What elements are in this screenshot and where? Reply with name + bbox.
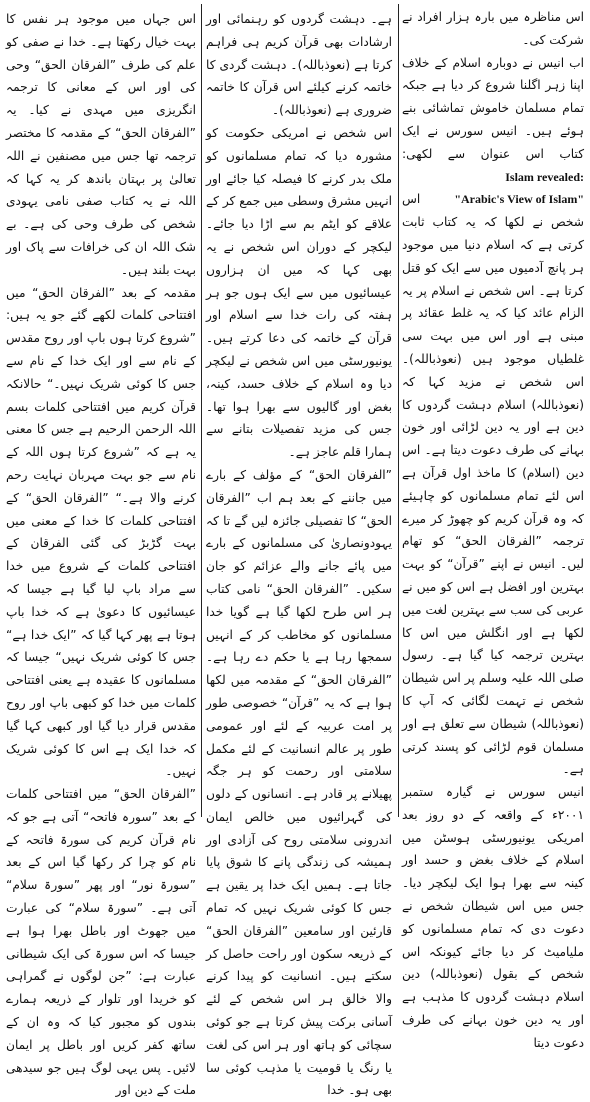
paragraph-text: اس شخص نے لکھا کہ یہ کتاب ثابت کرتی ہے کہ اسلام دنیا میں موجود ہر پانچ آدمیوں میں سے ایک کو قتل کرتا ہے۔ اس شخص نے اسلام پر یہ الزام عائد کیا کہ یہ غلط عقائد پر مبنی ہے اور اس میں بہت سی غلطیاں موجود ہیں (نعوذباللہ)۔ اس شخص نے مزید کہا کہ (نعوذباللہ) اسلام دہشت گردوں کا دین ہے اور یہ دین لڑائی اور خون بہانے کی طرف دعوت دیتا ہے۔ اس دین (اسلام) کا ماخذ اول قرآن ہے اس لئے تمام مسلمانوں کو چاہیئے کہ وہ قرآن کریم کو چھوڑ کر میرے ترجمہ ”الفرقان الحق“ کو تھام لیں۔ انیس نے اپنے ”قرآن“ کو بہت بہترین اور افضل ہے اس کو میں نے عربی کی سب سے بہترین لغت میں لکھا ہے اور انگلش میں اس کا بہترین ترجمہ کیا گیا ہے۔ رسول صلی اللہ علیہ وسلم پر اس شیطان شخص نے تہمت لگائی کہ آپ کا (نعوذباللہ) شیطان سے تعلق ہے اور مسلمان قوم لڑائی کو پسند کرتی ہے۔ bbox=[402, 192, 584, 777]
paragraph: ہے۔ دہشت گردوں کو رہنمائی اور ارشادات بھی قرآن کریم ہی فراہم کرتا ہے (نعوذباللہ)۔ دہشت گردی کا خاتمہ کرنے کیلئے اس قرآن کا خاتمہ ضروری ہے (نعوذباللہ)۔ bbox=[206, 12, 392, 118]
paragraph: ”الفرقان الحق“ میں افتتاحی کلمات کے بعد ”سورہ فاتحہ“ آتی ہے جو کہ نام قرآن کریم کی سورۃ فاتحہ کے نام کو چرا کر رکھا گیا اس کے بعد ”سورۃ نور“ اور پھر ”سورۃ سلام“ آتی ہے۔ ”سورۃ سلام“ کی عبارت میں جھوٹ اور باطل بھرا ہوا ہے جیسا کہ اس سورۃ کی ایک شیطانی عبارت ہے: ”جن لوگوں نے گمراہی کو خریدا اور تلوار کے ذریعہ ہمارے بندوں کو مجبور کیا کہ وہ ان کے ساتھ کفر کریں اور باطل پر ایمان لائیں۔ پس یہی لوگ ہیں جو سیدھی ملت کے دین اور bbox=[6, 787, 196, 1098]
paragraph: اس شخص نے امریکی حکومت کو مشورہ دیا کہ تمام مسلمانوں کو ملک بدر کرنے کا فیصلہ کیا جائے اور انہیں مشرق وسطی میں جمع کر کے علاقے کو ایٹم بم سے اڑا دیا جائے۔ لیکچر کے دوران اس شخص نے یہ بھی کہا کہ میں ان ہزاروں عیسائیوں میں سے ایک ہوں جو ہر ہفتہ کی رات خدا سے اسلام اور قرآن کے خاتمہ کی دعا کرتے ہیں۔ یونیورسٹی میں اس شخص نے لیکچر دیا وہ اسلام کے خلاف حسد، کینہ، بغض اور گالیوں سے بھرا ہوا تھا۔ جس کی مزید تفصیلات بتانے سے ہمارا قلم عاجز ہے۔ bbox=[206, 125, 392, 460]
column-middle bbox=[206, 0, 392, 1098]
column-divider bbox=[201, 4, 202, 817]
english-book-title: Islam revealed: bbox=[505, 169, 584, 184]
paragraph bbox=[402, 52, 584, 782]
paragraph: اس مناظرہ میں بارہ ہزار افراد نے شرکت کی۔ bbox=[402, 10, 584, 47]
paragraph: ”الفرقان الحق“ کے مؤلف کے بارے میں جاننے کے بعد ہم اب ”الفرقان الحق“ کا تفصیلی جائزہ لیں گے تا کہ یہودونصاریٰ کی مسلمانوں کے بارے میں پائے جانے والے عزائم کو جان سکیں۔ ”الفرقان الحق“ نامی کتاب ہر اس طرح لکھا گیا ہے گویا خدا مسلمانوں کو مخاطب کر کے انہیں سمجھا رہا ہے یا حکم دے رہا ہے۔ ”الفرقان الحق“ کے مقدمہ میں لکھا ہوا ہے کہ یہ ”قرآن“ خصوصی طور پر امت عربیہ کے لئے اور عمومی طور پر عالم انسانیت کے لئے مکمل سلامتی اور رحمت کو ہر جگہ پھیلانے پر قادر ہے۔ انسانوں کے دلوں کی گہرائیوں میں خالص ایمان اندرونی سلامتی روح کی آزادی اور ہمیشہ کی زندگی پانے کا شوق پایا جاتا ہے۔ ہمیں ایک خدا پر یقین ہے جس کا کوئی شریک نہیں کہ تمام قارئین اور سامعین ”الفرقان الحق“ کے ذریعہ سکون اور راحت حاصل کر سکتے ہیں۔ انسانیت کو پیدا کرنے والا خالق ہر اس شخص کے لئے آسانی برکت پیش کرتا ہے جو کوئی سچائی کو ہاتھ اور ہر اس کی لغت یا رنگ یا قومیت یا مذہب کوئی سا بھی ہو۔ خدا bbox=[206, 467, 392, 1098]
paragraph: اس جہاں میں موجود ہر نفس کا بہت خیال رکھتا ہے۔ خدا نے صفی کو علم کی طرف ”الفرقان الحق“ وحی کی اور اس کے معانی کا ترجمہ انگریزی میں مہدی نے کیا۔ یہ ”الفرقان الحق“ کے مقدمہ کا مختصر ترجمہ تھا جس میں مصنفین نے اللہ تعالیٰ پر بہتان باندھ کر یہ کہا کہ اللہ نے یہ کتاب صفی نامی یہودی شخص کی طرف وحی کی ہے۔ بے شک اللہ ان کی خرافات سے پاک اور بہت بلند ہیں۔ bbox=[6, 12, 196, 277]
english-book-subtitle: "Arabic's View of Islam" bbox=[454, 192, 584, 207]
column-left bbox=[6, 0, 196, 1098]
column-divider bbox=[398, 4, 399, 817]
paragraph: مقدمہ کے بعد ”الفرقان الحق“ میں افتتاحی کلمات لکھے گئے جو یہ ہیں: ”شروع کرتا ہوں باپ اور روح مقدس کے نام سے اور ایک خدا کے نام سے جس کا کوئی شریک نہیں۔“ حالانکہ قرآن کریم میں افتتاحی کلمات بسم اللہ الرحمن الرحیم ہے جس کا معنی یہ ہے کہ ”شروع کرتا ہوں اللہ کے نام سے جو بہت مہربان نہایت رحم کرنے والا ہے۔“ ”الفرقان الحق“ کے افتتاحی کلمات کا خدا کے معنی میں بہت گڑبڑ کی گئی الفرقان کے افتتاحی کلمات کے شروع میں خدا سے مراد باپ لیا گیا ہے جیسا کہ عیسائیوں کا دعویٰ ہے کہ خدا باپ ہوتا ہے پھر کہا گیا کہ ”ایک خدا ہے“ جس کا کوئی شریک نہیں“ جیسا کہ مسلمانوں کا عقیدہ ہے یعنی افتتاحی کلمات میں خدا کو کبھی باپ اور روح مقدس قرار دیا گیا اور کبھی کہا گیا کہ خدا ایک ہے اس کا کوئی شریک نہیں۔ bbox=[6, 285, 196, 779]
column-right bbox=[402, 0, 584, 1050]
paragraph: انیس سورس نے گیارہ ستمبر ۲۰۰۱ء کے واقعہ کے دو روز بعد امریکی یونیورسٹی ہوسٹن میں اسلام کے خلاف بغض و حسد اور کینہ سے بھرا ہوا ایک لیکچر دیا۔ جس میں اس شیطان شخص نے دعوت دی کہ تمام مسلمانوں کو ملیامیٹ کر دیا جائے کیونکہ اس شخص کے بقول (نعوذباللہ) دین اسلام دہشت گردوں کا مذہب ہے اور یہ دین خون بہانے کی طرف دعوت دیتا bbox=[402, 785, 584, 1050]
paragraph-text: اب انیس نے دوبارہ اسلام کے خلاف اپنا زہر اگلنا شروع کر دیا ہے جبکہ تمام مسلمان خاموش تماشائی بنے ہوئے ہیں۔ انیس سورس نے ایک کتاب اس عنوان سے لکھی: bbox=[402, 55, 584, 161]
